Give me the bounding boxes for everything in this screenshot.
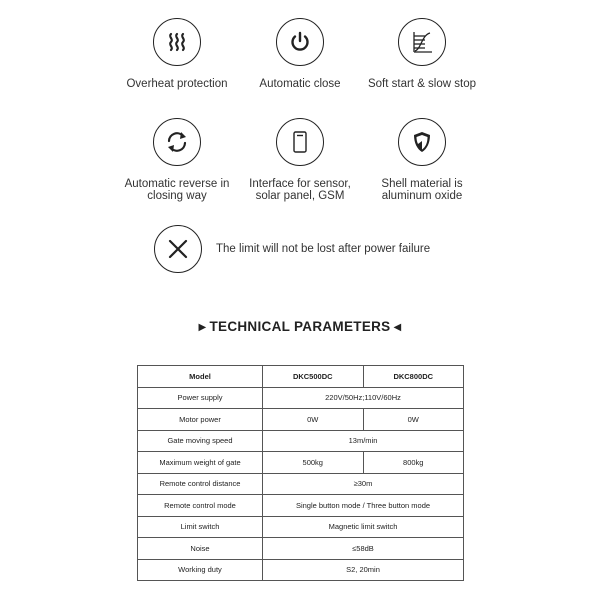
feature-interface [230,118,370,202]
table-cell: 800kg [363,452,464,474]
feature-overheat-protection [107,18,247,90]
table-row [138,452,464,474]
table-cell: S2, 20min [263,559,464,581]
table-cell: 0W [363,409,464,431]
table-header-row [138,366,464,388]
feature-label: Automatic reverse in closing way [124,178,230,202]
table-row [138,516,464,538]
feature-label: Overheat protection [126,78,228,90]
table-cell: Noise [138,538,263,560]
table-cell: Power supply [138,387,263,409]
feature-label: Interface for sensor, solar panel, GSM [249,178,351,202]
cross-icon [154,225,202,273]
triangle-right-icon: ▶ [198,322,207,333]
feature-automatic-close [230,18,370,90]
feature-soft-start [352,18,492,90]
table-cell: DKC500DC [263,366,364,388]
table-row [138,495,464,517]
sensor-panel-icon [276,118,324,166]
table-cell: 220V/50Hz;110V/60Hz [263,387,464,409]
reverse-arrows-icon [153,118,201,166]
section-title-text: TECHNICAL PARAMETERS [209,319,391,334]
feature-label: Shell material is aluminum oxide [381,178,463,202]
power-icon [276,18,324,66]
table-cell: Remote control mode [138,495,263,517]
technical-parameters-table [137,365,464,581]
table-cell: Magnetic limit switch [263,516,464,538]
table-cell: Remote control distance [138,473,263,495]
table-row [138,538,464,560]
feature-automatic-reverse [107,118,247,202]
soft-start-chart-icon [398,18,446,66]
table-cell: Model [138,366,263,388]
feature-label: The limit will not be lost after power failure [216,243,431,255]
feature-shell-material [352,118,492,202]
table-cell: ≤58dB [263,538,464,560]
table-cell: 500kg [263,452,364,474]
feature-label: Soft start & slow stop [367,78,476,90]
table-cell: 13m/min [263,430,464,452]
table-cell: DKC800DC [363,366,464,388]
table-row [138,430,464,452]
table-row [138,473,464,495]
table-row [138,409,464,431]
section-title [0,319,600,334]
shield-icon [398,118,446,166]
table-cell: Maximum weight of gate [138,452,263,474]
table-cell: ≥30m [263,473,464,495]
table-cell: Limit switch [138,516,263,538]
table-cell: Working duty [138,559,263,581]
table-row [138,559,464,581]
triangle-left-icon: ◀ [393,322,402,333]
feature-label: Automatic close [259,78,341,90]
table-cell: Motor power [138,409,263,431]
table-row [138,387,464,409]
table-cell: Gate moving speed [138,430,263,452]
table-cell: 0W [263,409,364,431]
table-cell: Single button mode / Three button mode [263,495,464,517]
heat-waves-icon [153,18,201,66]
feature-limit-memory [154,225,430,273]
